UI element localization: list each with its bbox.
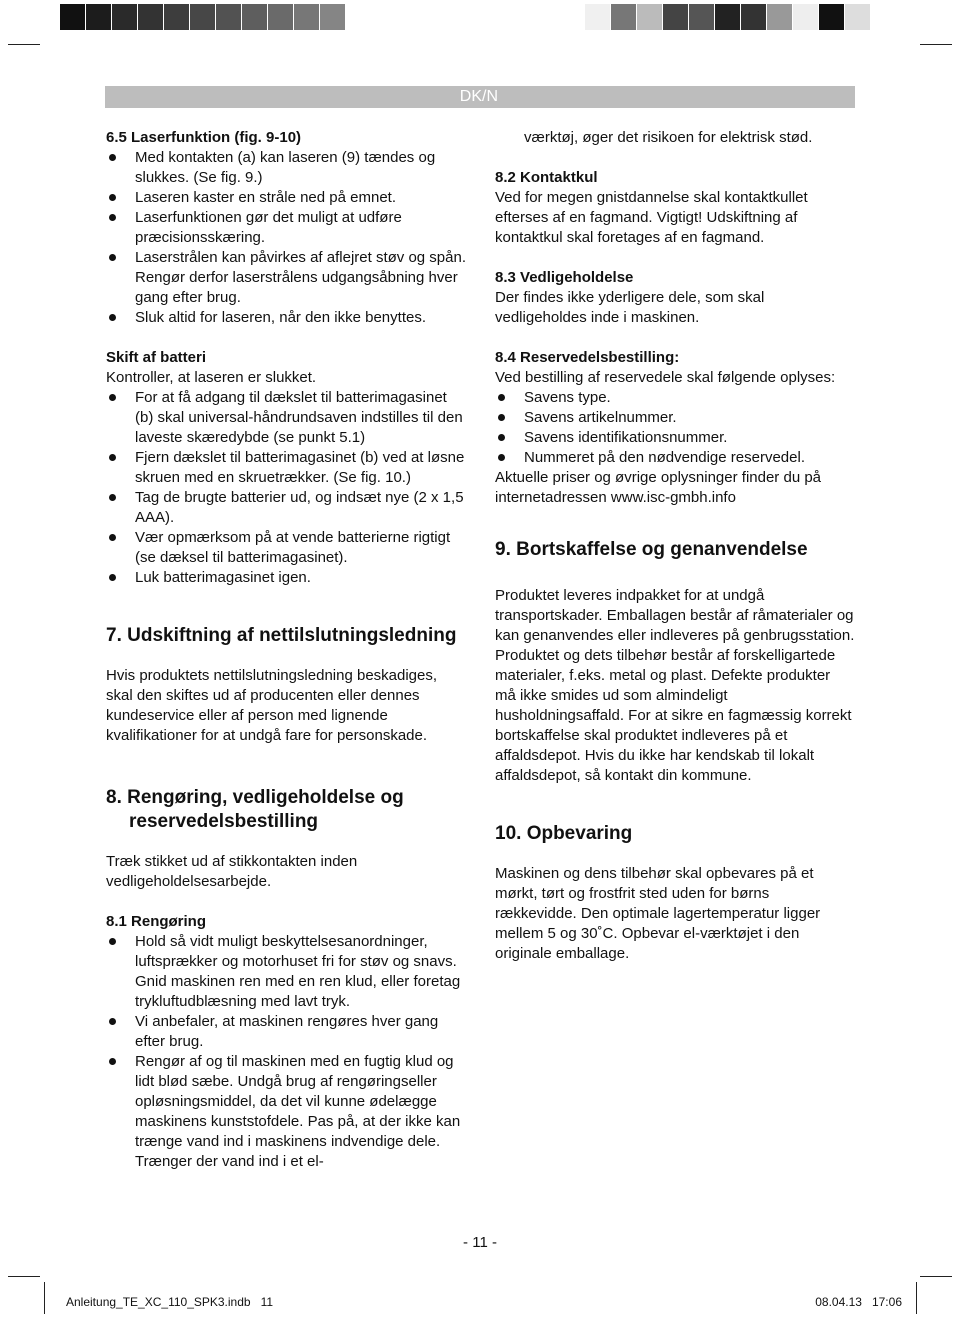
list-item: Rengør af og til maskinen med en fugtig klud og lidt blød sæbe. Undgå brug af rengøringseller opløsningsmiddel, da det vil kunne ødelægge maskinens kunststofdele. Pas på, at der ikke kan trænge vand ind i maskinens indvendige dele. Trænger der vand ind i et el- [106, 1052, 466, 1172]
color-swatch [242, 4, 268, 30]
color-swatch [294, 4, 320, 30]
battery-title: Skift af batteri [106, 349, 207, 366]
color-swatch [845, 4, 871, 30]
list-item: Savens artikelnummer. [495, 408, 855, 428]
color-swatch [216, 4, 242, 30]
laser-bullets [106, 148, 466, 328]
color-bar-right [585, 4, 871, 30]
color-swatch [793, 4, 819, 30]
list-item: Laseren kaster en stråle ned på emnet. [106, 188, 466, 208]
list-item: Vi anbefaler, at maskinen rengøres hver gang efter brug. [106, 1012, 466, 1052]
crop-mark [916, 1282, 917, 1314]
crop-mark [920, 1276, 952, 1277]
section-7-text: Hvis produktets nettilslutningsledning beskadiges, skal den skiftes ud af producenten eller dennes kundeservice eller af person med lignende kvalifikationer for at undgå fare for personskade. [106, 667, 438, 744]
color-swatch [819, 4, 845, 30]
crop-mark [44, 1282, 45, 1314]
section-6-5-title: 6.5 Laserfunktion (fig. 9-10) [106, 129, 302, 146]
battery-intro: Kontroller, at laseren er slukket. [106, 369, 317, 386]
section-8-4-outro: Aktuelle priser og øvrige oplysninger finder du på internetadressen www.isc-gmbh.info [495, 469, 822, 506]
right-column [495, 128, 855, 964]
section-8-2-text: Ved for megen gnistdannelse skal kontaktkullet efterses af en fagmand. Vigtigt! Udskiftning af kontaktkul skal foretages af en fagmand. [495, 189, 808, 246]
section-8-title: 8. Rengøring, vedligeholdelse og reservedelsbestilling [106, 787, 404, 832]
color-swatch [320, 4, 346, 30]
list-item: Savens type. [495, 388, 855, 408]
color-swatch [60, 4, 86, 30]
color-swatch [767, 4, 793, 30]
page-number: - 11 - [463, 1234, 497, 1251]
color-swatch [164, 4, 190, 30]
color-swatch [611, 4, 637, 30]
list-item: Nummeret på den nødvendige reservedel. [495, 448, 855, 468]
color-swatch [715, 4, 741, 30]
section-8-2-title: 8.2 Kontaktkul [495, 169, 598, 186]
footer-file: Anleitung_TE_XC_110_SPK3.indb 11 [66, 1295, 274, 1309]
list-item: Tag de brugte batterier ud, og indsæt nye (2 x 1,5 AAA). [106, 488, 466, 528]
color-swatch [268, 4, 294, 30]
list-item: Savens identifikationsnummer. [495, 428, 855, 448]
color-swatch [585, 4, 611, 30]
left-column [106, 128, 466, 1172]
list-item: Vær opmærksom på at vende batterierne rigtigt (se dæksel til batterimagasinet). [106, 528, 466, 568]
color-swatch [138, 4, 164, 30]
section-8-4-title: 8.4 Reservedelsbestilling: [495, 349, 680, 366]
battery-bullets [106, 388, 466, 588]
list-item: Hold så vidt muligt beskyttelsesanordninger, luftsprækker og motorhuset fri for støv og snavs. Gnid maskinen ren med en ren klud, eller foretag trykluftudblæsning med lavt tryk. [106, 932, 466, 1012]
color-bar-left [60, 4, 346, 30]
section-9-title: 9. Bortskaffelse og genanvendelse [495, 539, 808, 560]
section-8-1-title: 8.1 Rengøring [106, 913, 207, 930]
list-item: Laserstrålen kan påvirkes af aflejret støv og spån. Rengør derfor laserstrålens udgangsåbning hver gang efter brug. [106, 248, 466, 308]
color-swatch [112, 4, 138, 30]
section-7-title: 7. Udskiftning af nettilslutningsledning [106, 625, 457, 646]
section-8-3-text: Der findes ikke yderligere dele, som skal vedligeholdes inde i maskinen. [495, 289, 765, 326]
section-10-title: 10. Opbevaring [495, 823, 633, 844]
crop-mark [8, 1276, 40, 1277]
list-item: Med kontakten (a) kan laseren (9) tændes og slukkes. (Se fig. 9.) [106, 148, 466, 188]
section-8-text: Træk stikket ud af stikkontakten inden vedligeholdelsesarbejde. [106, 853, 358, 890]
section-10-text: Maskinen og dens tilbehør skal opbevares på et mørkt, tørt og frostfrit sted uden for børns rækkevidde. Den optimale lagertemperatur ligger mellem 5 og 30˚C. Opbevar el-værktøjet i den originale emballage. [495, 865, 821, 962]
color-swatch [637, 4, 663, 30]
color-swatch [190, 4, 216, 30]
color-swatch [741, 4, 767, 30]
list-item: Sluk altid for laseren, når den ikke benyttes. [106, 308, 466, 328]
language-header-band [105, 86, 855, 108]
continued-text: værktøj, øger det risikoen for elektrisk stød. [524, 129, 813, 146]
language-label: DK/N [459, 88, 498, 105]
section-8-4-intro: Ved bestilling af reservedele skal følgende oplyses: [495, 369, 836, 386]
section-9-text: Produktet leveres indpakket for at undgå transportskader. Emballagen består af råmaterialer og kan genanvendes eller indleveres på genbrugsstation. Produktet og dets tilbehør består af forskelligartede materialer, f.eks. metal og plast. Defekte produkter må ikke smides ud som almindeligt husholdningsaffald. For at sikre en fagmæssig korrekt bortskaffelse skal produktet indleveres på et affaldsdepot. Hvis du ikke har kendskab til lokalt affaldsdepot, så kontakt din kommune. [495, 587, 855, 784]
list-item: Laserfunktionen gør det muligt at udføre præcisionsskæring. [106, 208, 466, 248]
parts-bullets [495, 388, 855, 468]
section-8-3-title: 8.3 Vedligeholdelse [495, 269, 634, 286]
list-item: Luk batterimagasinet igen. [106, 568, 466, 588]
crop-mark [920, 44, 952, 45]
color-swatch [689, 4, 715, 30]
color-swatch [86, 4, 112, 30]
color-swatch [663, 4, 689, 30]
list-item: Fjern dækslet til batterimagasinet (b) ved at løsne skruen med en skruetrækker. (Se fig. 10.) [106, 448, 466, 488]
list-item: For at få adgang til dækslet til batterimagasinet (b) skal universal-håndrundsaven indstilles til den laveste skæredybde (se punkt 5.1) [106, 388, 466, 448]
cleaning-bullets [106, 932, 466, 1172]
crop-mark [8, 44, 40, 45]
footer-date: 08.04.13 17:06 [815, 1295, 902, 1309]
